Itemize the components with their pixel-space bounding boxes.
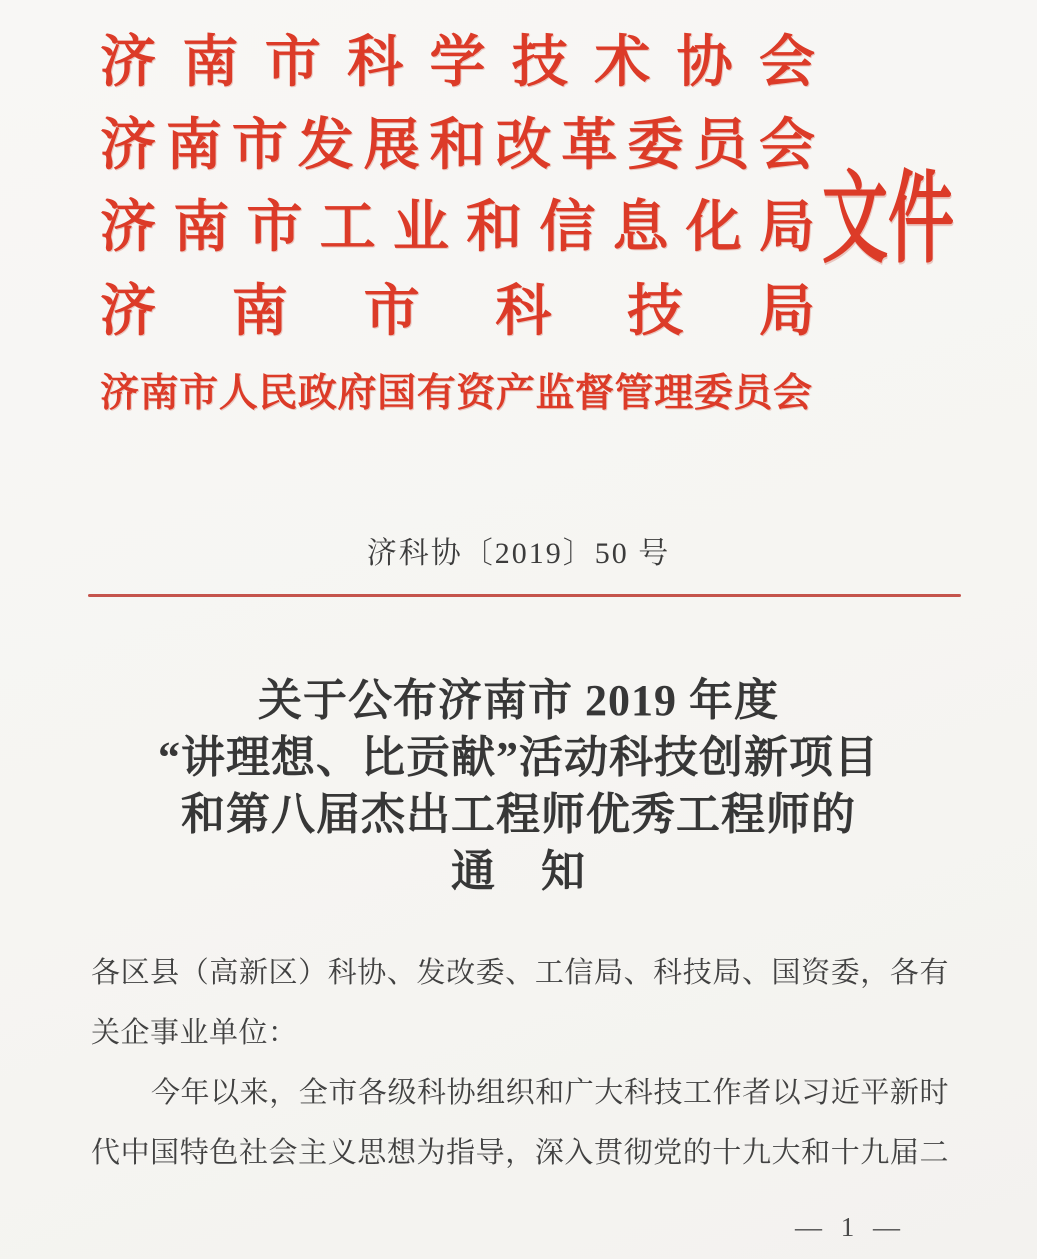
- red-divider-line: [88, 594, 961, 597]
- paragraph-line-1: 今年以来，全市各级科协组织和广大科技工作者以习近平新时: [151, 1077, 949, 1109]
- org-name-kexie: 济南市科学技术协会: [100, 32, 815, 94]
- salutation-line-2: 关企事业单位：: [91, 1017, 298, 1049]
- salutation-line-1: 各区县（高新区）科协、发改委、工信局、科技局、国资委，各有: [91, 957, 949, 989]
- org-name-guoziwei: 济南市人民政府国有资产监督管理委员会: [100, 372, 812, 415]
- document-title: [91, 672, 946, 900]
- paragraph-line-2: 代中国特色社会主义思想为指导，深入贯彻党的十九大和十九届二: [91, 1137, 949, 1169]
- title-line-4: 通 知: [451, 847, 586, 896]
- org-name-gongxinju: 济南市工业和信息化局: [100, 197, 815, 259]
- title-line-1: 关于公布济南市 2019 年度: [258, 676, 779, 725]
- page-number: — 1 —: [795, 1212, 906, 1242]
- document-body: [91, 943, 949, 1183]
- letterhead: [100, 32, 815, 415]
- doc-number: 济科协〔2019〕50 号: [366, 537, 671, 570]
- title-line-3: 和第八届杰出工程师优秀工程师的: [181, 790, 856, 839]
- title-line-2: “讲理想、比贡献”活动科技创新项目: [158, 733, 879, 782]
- org-name-kejiju: 济南市科技局: [100, 281, 815, 343]
- org-name-fagaiwei: 济南市发展和改革委员会: [100, 115, 815, 177]
- file-label: 文件: [822, 164, 954, 275]
